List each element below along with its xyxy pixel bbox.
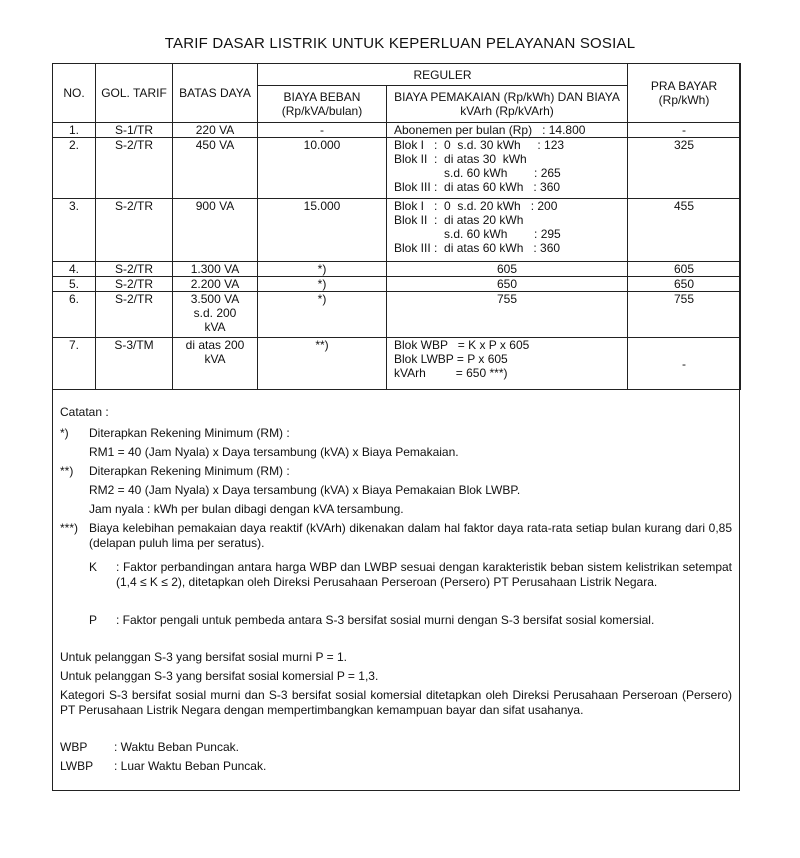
cell-beban: 15.000: [258, 199, 387, 262]
pemakaian-line: Blok II : di atas 20 kWh: [394, 213, 524, 227]
cell-prabayar: 650: [628, 277, 741, 292]
note-star2-line3: Jam nyala : kWh per bulan dibagi dengan kVA tersambung.: [89, 502, 404, 516]
cell-batas: 1.300 VA: [173, 262, 258, 277]
cell-batas: di atas 200 kVA: [173, 338, 258, 390]
cell-pemakaian: 605: [387, 262, 628, 277]
cell-beban: 10.000: [258, 138, 387, 199]
cell-prabayar: 455: [628, 199, 741, 262]
pemakaian-line: Blok II : di atas 30 kWh: [394, 152, 527, 166]
cell-prabayar: -: [628, 338, 741, 390]
note-mark-p: P: [89, 613, 98, 627]
cell-pemakaian: [387, 338, 628, 390]
cell-gol: S-2/TR: [96, 277, 173, 292]
note-mark-star2: **): [60, 464, 74, 478]
cell-gol: S-2/TR: [96, 199, 173, 262]
cell-beban: **): [258, 338, 387, 390]
cell-gol: S-3/TM: [96, 338, 173, 390]
header-batas-daya: BATAS DAYA: [173, 64, 258, 123]
cell-no: 1.: [53, 123, 96, 138]
note-sosial-murni: Untuk pelanggan S-3 yang bersifat sosial murni P = 1.: [60, 650, 347, 664]
note-p-text: : Faktor pengali untuk pembeda antara S-3 bersifat sosial murni dengan S-3 bersifat sosial komersial.: [116, 613, 655, 627]
cell-beban: -: [258, 123, 387, 138]
header-pra-bayar: PRA BAYAR (Rp/kWh): [628, 64, 741, 123]
note-mark-k: K: [89, 560, 98, 574]
note-star3-text: Biaya kelebihan pemakaian daya reaktif (kVArh) dikenakan dalam hal faktor daya rata-rata setiap bulan kurang dari 0,85 (delapan puluh lima per seratus).: [89, 521, 732, 550]
page-title: TARIF DASAR LISTRIK UNTUK KEPERLUAN PELAYANAN SOSIAL: [164, 35, 636, 52]
abbr-wbp-text: : Waktu Beban Puncak.: [114, 740, 239, 754]
pemakaian-line: Blok III : di atas 60 kWh : 360: [394, 180, 561, 194]
header-biaya-pemakaian: BIAYA PEMAKAIAN (Rp/kWh) DAN BIAYA kVArh (Rp/kVArh): [387, 86, 628, 123]
note-sosial-komersial: Untuk pelanggan S-3 yang bersifat sosial komersial P = 1,3.: [60, 669, 379, 683]
table-row: [53, 277, 741, 292]
cell-prabayar: -: [628, 123, 741, 138]
cell-pemakaian: [387, 123, 628, 138]
table-row: [53, 262, 741, 277]
header-gol-tarif: GOL. TARIF: [96, 64, 173, 123]
cell-batas: 3.500 VA s.d. 200 kVA: [173, 292, 258, 338]
table-row: [53, 123, 741, 138]
pemakaian-line: s.d. 60 kWh : 265: [394, 166, 561, 180]
cell-pemakaian: 755: [387, 292, 628, 338]
cell-beban: *): [258, 262, 387, 277]
pemakaian-line: Blok III : di atas 60 kWh : 360: [394, 241, 561, 255]
note-star2-line1: Diterapkan Rekening Minimum (RM) :: [89, 464, 290, 478]
pemakaian-line: Blok WBP = K x P x 605: [394, 338, 530, 352]
cell-pemakaian: 650: [387, 277, 628, 292]
abbr-lwbp-label: LWBP: [60, 759, 94, 773]
note-star1-line1: Diterapkan Rekening Minimum (RM) :: [89, 426, 290, 440]
header-no: NO.: [53, 64, 96, 123]
table-row: [53, 292, 741, 338]
cell-beban: *): [258, 292, 387, 338]
header-reguler: REGULER: [258, 64, 628, 86]
cell-gol: S-2/TR: [96, 262, 173, 277]
cell-batas: 450 VA: [173, 138, 258, 199]
note-star1-line2: RM1 = 40 (Jam Nyala) x Daya tersambung (kVA) x Biaya Pemakaian.: [89, 445, 459, 459]
note-kategori: Kategori S-3 bersifat sosial murni dan S-3 bersifat sosial komersial ditetapkan oleh Direksi Perusahaan Perseroan (Persero) PT Perusahaan Listrik Negara dengan mempertimbangkan kemampuan bayar dan sifat usahanya.: [60, 688, 732, 717]
header-biaya-beban: BIAYA BEBAN (Rp/kVA/bulan): [258, 86, 387, 123]
pemakaian-line: Blok I : 0 s.d. 20 kWh : 200: [394, 199, 558, 213]
pemakaian-line: kVArh = 650 ***): [394, 366, 508, 380]
cell-pemakaian: [387, 199, 628, 262]
cell-gol: S-2/TR: [96, 138, 173, 199]
cell-prabayar: 605: [628, 262, 741, 277]
table-row: [53, 138, 741, 199]
abbr-wbp-label: WBP: [60, 740, 88, 754]
cell-batas: 900 VA: [173, 199, 258, 262]
cell-prabayar: 755: [628, 292, 741, 338]
cell-beban: *): [258, 277, 387, 292]
note-mark-star1: *): [60, 426, 69, 440]
cell-pemakaian: [387, 138, 628, 199]
note-mark-star3: ***): [60, 521, 79, 535]
abbr-lwbp-text: : Luar Waktu Beban Puncak.: [114, 759, 267, 773]
table-row: [53, 199, 741, 262]
cell-gol: S-1/TR: [96, 123, 173, 138]
pemakaian-line: Blok I : 0 s.d. 30 kWh : 123: [394, 138, 565, 152]
pemakaian-line: s.d. 60 kWh : 295: [394, 227, 561, 241]
tariff-table: [52, 63, 741, 390]
cell-no: 3.: [53, 199, 96, 262]
cell-no: 2.: [53, 138, 96, 199]
cell-no: 4.: [53, 262, 96, 277]
cell-no: 6.: [53, 292, 96, 338]
cell-no: 5.: [53, 277, 96, 292]
cell-no: 7.: [53, 338, 96, 390]
pemakaian-line: Blok LWBP = P x 605: [394, 352, 508, 366]
cell-prabayar: 325: [628, 138, 741, 199]
pemakaian-line: Abonemen per bulan (Rp) : 14.800: [394, 123, 586, 137]
cell-batas: 2.200 VA: [173, 277, 258, 292]
table-row: [53, 338, 741, 390]
note-star2-line2: RM2 = 40 (Jam Nyala) x Daya tersambung (kVA) x Biaya Pemakaian Blok LWBP.: [89, 483, 521, 497]
cell-batas: 220 VA: [173, 123, 258, 138]
cell-gol: S-2/TR: [96, 292, 173, 338]
catatan-heading: Catatan :: [60, 405, 109, 419]
note-k-text: : Faktor perbandingan antara harga WBP dan LWBP sesuai dengan karakteristik beban sistem kelistrikan setempat (1,4 ≤ K ≤ 2), ditetapkan oleh Direksi Perusahaan Perseroan (Persero) PT Perusahaan Listrik Negara.: [116, 560, 732, 589]
